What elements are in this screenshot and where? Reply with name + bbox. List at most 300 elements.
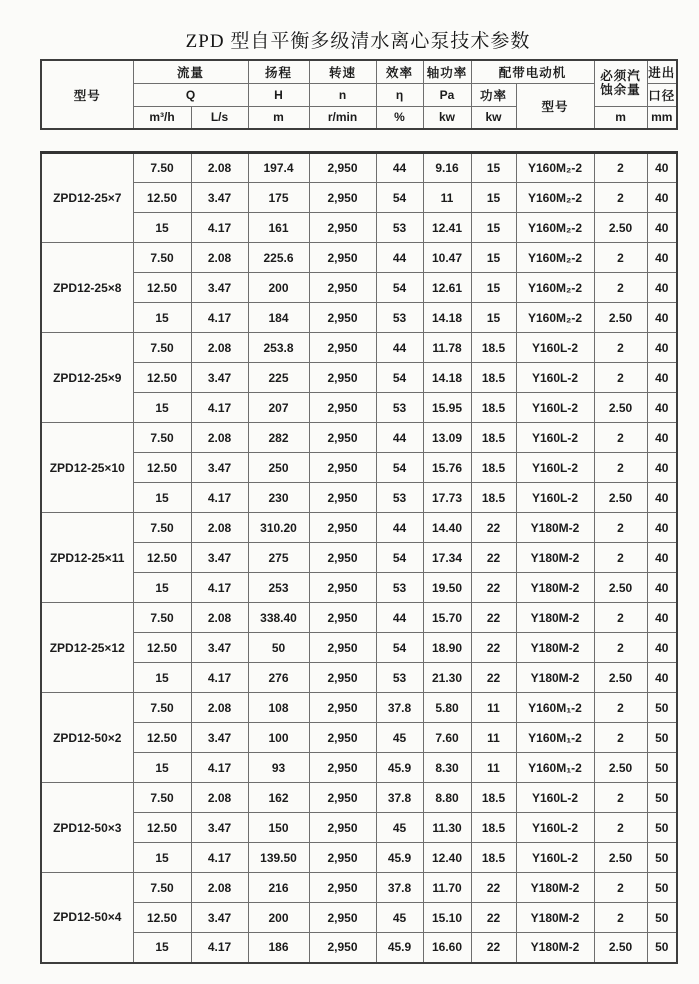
data-cell: 7.50 xyxy=(133,513,191,543)
data-cell: 40 xyxy=(647,513,677,543)
data-cell: Y160M₂-2 xyxy=(516,153,594,183)
data-cell: 18.5 xyxy=(471,333,516,363)
header-cell-model: 型号 xyxy=(41,60,133,129)
data-cell: 45 xyxy=(376,813,423,843)
data-cell: 2,950 xyxy=(309,813,376,843)
data-cell: 14.40 xyxy=(423,513,471,543)
header-unit-head: m xyxy=(248,106,309,129)
data-cell: 7.50 xyxy=(133,243,191,273)
data-cell: 16.60 xyxy=(423,933,471,963)
header-unit-eff: % xyxy=(376,106,423,129)
data-cell: 22 xyxy=(471,573,516,603)
data-cell: 40 xyxy=(647,303,677,333)
data-cell: 2 xyxy=(594,693,647,723)
data-cell: 15.95 xyxy=(423,393,471,423)
data-cell: 54 xyxy=(376,183,423,213)
page-title: ZPD 型自平衡多级清水离心泵技术参数 xyxy=(185,31,531,52)
data-cell: 44 xyxy=(376,513,423,543)
data-cell: 11 xyxy=(471,693,516,723)
data-cell: 8.80 xyxy=(423,783,471,813)
data-cell: 44 xyxy=(376,243,423,273)
data-cell: 3.47 xyxy=(191,273,248,303)
data-cell: 22 xyxy=(471,603,516,633)
header-cell-motor-power: 功率 xyxy=(471,83,516,106)
data-cell: 2.50 xyxy=(594,213,647,243)
data-cell: 225 xyxy=(248,363,309,393)
header-unit-ls: L/s xyxy=(191,106,248,129)
data-cell: 50 xyxy=(647,843,677,873)
table-row xyxy=(41,603,677,633)
data-cell: 2 xyxy=(594,543,647,573)
data-cell: 2,950 xyxy=(309,483,376,513)
data-cell: 216 xyxy=(248,873,309,903)
data-cell: 12.50 xyxy=(133,183,191,213)
data-cell: 4.17 xyxy=(191,933,248,963)
header-cell-eta: η xyxy=(376,83,423,106)
data-cell: 22 xyxy=(471,933,516,963)
pump-model-cell: ZPD12-25×10 xyxy=(41,423,133,513)
data-cell: 207 xyxy=(248,393,309,423)
data-cell: 11 xyxy=(471,753,516,783)
data-cell: 2.50 xyxy=(594,303,647,333)
data-cell: 53 xyxy=(376,483,423,513)
pump-model-cell: ZPD12-50×4 xyxy=(41,873,133,963)
data-cell: Y180M-2 xyxy=(516,633,594,663)
data-cell: 54 xyxy=(376,273,423,303)
data-cell: 3.47 xyxy=(191,723,248,753)
pump-model-cell: ZPD12-25×9 xyxy=(41,333,133,423)
header-cell-npsh xyxy=(594,60,647,106)
data-cell: 12.50 xyxy=(133,903,191,933)
table-row xyxy=(41,663,677,693)
data-cell: 40 xyxy=(647,423,677,453)
data-cell: 50 xyxy=(248,633,309,663)
data-cell: 276 xyxy=(248,663,309,693)
data-cell: 2,950 xyxy=(309,363,376,393)
data-cell: 15 xyxy=(133,933,191,963)
data-cell: 15 xyxy=(471,153,516,183)
data-cell: 275 xyxy=(248,543,309,573)
table-row xyxy=(41,333,677,363)
data-cell: 18.5 xyxy=(471,813,516,843)
data-cell: 18.5 xyxy=(471,423,516,453)
data-cell: 50 xyxy=(647,873,677,903)
data-cell: 7.50 xyxy=(133,783,191,813)
table-row xyxy=(41,783,677,813)
table-row xyxy=(41,423,677,453)
data-cell: 2.50 xyxy=(594,753,647,783)
data-cell: 37.8 xyxy=(376,873,423,903)
data-cell: 50 xyxy=(647,903,677,933)
data-cell: 4.17 xyxy=(191,753,248,783)
data-cell: 2,950 xyxy=(309,333,376,363)
data-cell: 2,950 xyxy=(309,423,376,453)
data-cell: 2.08 xyxy=(191,783,248,813)
data-cell: 7.50 xyxy=(133,423,191,453)
data-cell: 22 xyxy=(471,633,516,663)
data-cell: Y160M₂-2 xyxy=(516,273,594,303)
table-row xyxy=(41,513,677,543)
data-cell: 2,950 xyxy=(309,753,376,783)
header-cell-dia-line1: 进出 xyxy=(647,60,677,83)
data-cell: 12.41 xyxy=(423,213,471,243)
header-cell-q: Q xyxy=(133,83,248,106)
data-cell: 3.47 xyxy=(191,183,248,213)
header-row-1 xyxy=(41,60,677,83)
data-cell: 2,950 xyxy=(309,393,376,423)
data-cell: 15 xyxy=(471,183,516,213)
data-cell: 2 xyxy=(594,243,647,273)
pump-model-cell: ZPD12-25×12 xyxy=(41,603,133,693)
data-cell: 253.8 xyxy=(248,333,309,363)
data-cell: 50 xyxy=(647,723,677,753)
data-cell: 2,950 xyxy=(309,153,376,183)
data-cell: 2.08 xyxy=(191,423,248,453)
data-cell: 2,950 xyxy=(309,213,376,243)
data-cell: 12.50 xyxy=(133,543,191,573)
data-cell: 2 xyxy=(594,633,647,663)
data-cell: Y160M₂-2 xyxy=(516,183,594,213)
data-cell: 18.5 xyxy=(471,783,516,813)
data-cell: 175 xyxy=(248,183,309,213)
data-cell: 200 xyxy=(248,273,309,303)
data-cell: 22 xyxy=(471,903,516,933)
data-cell: 2,950 xyxy=(309,573,376,603)
table-row xyxy=(41,153,677,183)
data-cell: Y160M₁-2 xyxy=(516,693,594,723)
data-cell: 7.50 xyxy=(133,603,191,633)
data-cell: 14.18 xyxy=(423,303,471,333)
data-cell: 8.30 xyxy=(423,753,471,783)
header-unit-dia: mm xyxy=(647,106,677,129)
data-cell: 53 xyxy=(376,663,423,693)
table-row xyxy=(41,633,677,663)
data-cell: Y160M₁-2 xyxy=(516,753,594,783)
data-cell: 18.5 xyxy=(471,453,516,483)
data-cell: 2 xyxy=(594,813,647,843)
data-cell: 40 xyxy=(647,543,677,573)
pump-model-cell: ZPD12-25×11 xyxy=(41,513,133,603)
data-cell: Y160L-2 xyxy=(516,423,594,453)
data-cell: 15.70 xyxy=(423,603,471,633)
data-cell: 11.30 xyxy=(423,813,471,843)
data-cell: 37.8 xyxy=(376,693,423,723)
spec-data-table xyxy=(40,151,678,964)
data-cell: Y160L-2 xyxy=(516,453,594,483)
data-cell: 11 xyxy=(471,723,516,753)
data-cell: Y160L-2 xyxy=(516,483,594,513)
data-cell: 40 xyxy=(647,633,677,663)
data-cell: 2,950 xyxy=(309,903,376,933)
data-cell: 10.47 xyxy=(423,243,471,273)
header-cell-motor: 配带电动机 xyxy=(471,60,594,83)
data-cell: 15 xyxy=(133,753,191,783)
data-cell: Y160M₁-2 xyxy=(516,723,594,753)
pump-model-cell: ZPD12-50×2 xyxy=(41,693,133,783)
pump-model-cell: ZPD12-25×8 xyxy=(41,243,133,333)
data-cell: 2.08 xyxy=(191,603,248,633)
data-cell: 15 xyxy=(133,393,191,423)
data-cell: 197.4 xyxy=(248,153,309,183)
data-cell: 54 xyxy=(376,453,423,483)
data-cell: Y180M-2 xyxy=(516,603,594,633)
data-cell: 44 xyxy=(376,603,423,633)
table-row xyxy=(41,483,677,513)
header-cell-dia-line2: 口径 xyxy=(647,83,677,106)
data-cell: 40 xyxy=(647,363,677,393)
data-cell: 12.50 xyxy=(133,723,191,753)
data-cell: 22 xyxy=(471,873,516,903)
data-cell: 2,950 xyxy=(309,543,376,573)
data-cell: 37.8 xyxy=(376,783,423,813)
data-cell: Y160L-2 xyxy=(516,393,594,423)
data-cell: 3.47 xyxy=(191,543,248,573)
data-cell: 53 xyxy=(376,213,423,243)
data-cell: 15.10 xyxy=(423,903,471,933)
table-row xyxy=(41,933,677,963)
data-cell: 12.50 xyxy=(133,813,191,843)
data-cell: 2,950 xyxy=(309,873,376,903)
table-row xyxy=(41,393,677,423)
data-cell: 13.09 xyxy=(423,423,471,453)
header-cell-shaft-power: 轴功率 xyxy=(423,60,471,83)
data-cell: 2,950 xyxy=(309,273,376,303)
data-cell: 54 xyxy=(376,633,423,663)
data-cell: 3.47 xyxy=(191,633,248,663)
data-cell: 17.34 xyxy=(423,543,471,573)
data-cell: 2 xyxy=(594,333,647,363)
data-cell: 7.60 xyxy=(423,723,471,753)
data-cell: 40 xyxy=(647,483,677,513)
data-cell: 11.70 xyxy=(423,873,471,903)
table-row xyxy=(41,183,677,213)
data-cell: 50 xyxy=(647,783,677,813)
data-cell: 15 xyxy=(133,303,191,333)
data-cell: 4.17 xyxy=(191,663,248,693)
data-cell: Y160L-2 xyxy=(516,813,594,843)
data-cell: 2.50 xyxy=(594,663,647,693)
header-unit-shaft-power: kw xyxy=(423,106,471,129)
data-cell: 12.50 xyxy=(133,273,191,303)
data-cell: 40 xyxy=(647,243,677,273)
data-cell: 310.20 xyxy=(248,513,309,543)
data-cell: 150 xyxy=(248,813,309,843)
data-cell: 15 xyxy=(471,243,516,273)
data-cell: 12.61 xyxy=(423,273,471,303)
table-row xyxy=(41,693,677,723)
data-cell: 12.50 xyxy=(133,363,191,393)
data-cell: 186 xyxy=(248,933,309,963)
data-cell: 22 xyxy=(471,543,516,573)
data-cell: 14.18 xyxy=(423,363,471,393)
data-cell: Y180M-2 xyxy=(516,573,594,603)
data-cell: Y160M₂-2 xyxy=(516,303,594,333)
data-cell: 2.08 xyxy=(191,693,248,723)
data-cell: 12.50 xyxy=(133,633,191,663)
table-row xyxy=(41,903,677,933)
data-cell: 15.76 xyxy=(423,453,471,483)
data-cell: 2,950 xyxy=(309,603,376,633)
data-cell: 2.08 xyxy=(191,513,248,543)
data-cell: 2,950 xyxy=(309,453,376,483)
data-cell: 2.08 xyxy=(191,153,248,183)
data-cell: Y180M-2 xyxy=(516,543,594,573)
data-cell: 2,950 xyxy=(309,663,376,693)
data-cell: 21.30 xyxy=(423,663,471,693)
header-cell-pa: Pa xyxy=(423,83,471,106)
data-cell: 45.9 xyxy=(376,753,423,783)
data-cell: 250 xyxy=(248,453,309,483)
data-cell: 2,950 xyxy=(309,933,376,963)
data-cell: 200 xyxy=(248,903,309,933)
npsh-label-line2: 蚀余量 xyxy=(600,83,641,98)
data-cell: Y160L-2 xyxy=(516,783,594,813)
data-cell: 2,950 xyxy=(309,513,376,543)
data-cell: 2.50 xyxy=(594,393,647,423)
header-unit-speed: r/min xyxy=(309,106,376,129)
data-cell: 162 xyxy=(248,783,309,813)
data-cell: 2 xyxy=(594,603,647,633)
data-cell: 40 xyxy=(647,213,677,243)
data-cell: 2,950 xyxy=(309,723,376,753)
header-cell-speed: 转速 xyxy=(309,60,376,83)
data-cell: 54 xyxy=(376,543,423,573)
data-cell: 3.47 xyxy=(191,363,248,393)
data-cell: 40 xyxy=(647,153,677,183)
data-cell: 54 xyxy=(376,363,423,393)
table-row xyxy=(41,273,677,303)
table-row xyxy=(41,723,677,753)
header-cell-head: 扬程 xyxy=(248,60,309,83)
data-cell: 2,950 xyxy=(309,243,376,273)
data-cell: 2 xyxy=(594,363,647,393)
data-cell: 18.5 xyxy=(471,483,516,513)
data-cell: 2 xyxy=(594,453,647,483)
table-row xyxy=(41,873,677,903)
table-row xyxy=(41,573,677,603)
table-row xyxy=(41,843,677,873)
data-cell: 4.17 xyxy=(191,393,248,423)
data-cell: 45.9 xyxy=(376,933,423,963)
data-cell: 2 xyxy=(594,153,647,183)
data-cell: 3.47 xyxy=(191,903,248,933)
data-cell: 53 xyxy=(376,573,423,603)
data-cell: 50 xyxy=(647,813,677,843)
data-cell: Y180M-2 xyxy=(516,933,594,963)
data-cell: 44 xyxy=(376,423,423,453)
data-cell: 11.78 xyxy=(423,333,471,363)
data-cell: 7.50 xyxy=(133,153,191,183)
data-cell: 2 xyxy=(594,723,647,753)
data-cell: 12.40 xyxy=(423,843,471,873)
data-cell: 15 xyxy=(133,573,191,603)
data-cell: 4.17 xyxy=(191,303,248,333)
data-cell: 4.17 xyxy=(191,573,248,603)
data-cell: 19.50 xyxy=(423,573,471,603)
data-cell: 7.50 xyxy=(133,873,191,903)
header-unit-npsh: m xyxy=(594,106,647,129)
header-cell-h: H xyxy=(248,83,309,106)
data-cell: 15 xyxy=(133,213,191,243)
data-cell: 2,950 xyxy=(309,693,376,723)
data-cell: 45 xyxy=(376,723,423,753)
data-cell: 12.50 xyxy=(133,453,191,483)
data-cell: 22 xyxy=(471,513,516,543)
header-cell-flow: 流量 xyxy=(133,60,248,83)
data-cell: Y160M₂-2 xyxy=(516,243,594,273)
data-cell: 100 xyxy=(248,723,309,753)
data-cell: 50 xyxy=(647,753,677,783)
data-cell: 53 xyxy=(376,393,423,423)
data-cell: 2,950 xyxy=(309,843,376,873)
data-cell: 2.50 xyxy=(594,933,647,963)
data-cell: 161 xyxy=(248,213,309,243)
data-cell: 15 xyxy=(133,483,191,513)
data-cell: 2 xyxy=(594,873,647,903)
data-cell: 18.5 xyxy=(471,363,516,393)
data-cell: 9.16 xyxy=(423,153,471,183)
data-cell: Y180M-2 xyxy=(516,873,594,903)
data-cell: 2 xyxy=(594,273,647,303)
data-cell: 2 xyxy=(594,513,647,543)
data-cell: 40 xyxy=(647,273,677,303)
data-cell: 184 xyxy=(248,303,309,333)
data-cell: 4.17 xyxy=(191,213,248,243)
header-cell-motor-model: 型号 xyxy=(516,83,594,129)
data-cell: 40 xyxy=(647,333,677,363)
data-cell: 3.47 xyxy=(191,813,248,843)
npsh-label-line1: 必须汽 xyxy=(600,69,641,84)
data-cell: 15 xyxy=(133,663,191,693)
table-row xyxy=(41,813,677,843)
data-cell: 44 xyxy=(376,153,423,183)
data-cell: 2,950 xyxy=(309,783,376,813)
table-row xyxy=(41,363,677,393)
data-cell: Y160L-2 xyxy=(516,333,594,363)
data-cell: 2 xyxy=(594,783,647,813)
data-cell: 225.6 xyxy=(248,243,309,273)
table-row xyxy=(41,303,677,333)
data-cell: 11 xyxy=(423,183,471,213)
data-cell: 15 xyxy=(133,843,191,873)
data-cell: 282 xyxy=(248,423,309,453)
data-cell: Y180M-2 xyxy=(516,903,594,933)
data-cell: 40 xyxy=(647,573,677,603)
header-row-2 xyxy=(41,83,677,106)
data-cell: 108 xyxy=(248,693,309,723)
data-cell: 2.50 xyxy=(594,843,647,873)
data-cell: 2.08 xyxy=(191,333,248,363)
data-cell: 2 xyxy=(594,903,647,933)
data-cell: 4.17 xyxy=(191,483,248,513)
data-cell: Y180M-2 xyxy=(516,663,594,693)
data-cell: 40 xyxy=(647,183,677,213)
data-cell: 15 xyxy=(471,303,516,333)
data-cell: 139.50 xyxy=(248,843,309,873)
data-table-body xyxy=(41,153,677,963)
data-cell: 7.50 xyxy=(133,333,191,363)
data-cell: 50 xyxy=(647,693,677,723)
data-cell: 17.73 xyxy=(423,483,471,513)
spec-header-table xyxy=(40,59,678,130)
table-row xyxy=(41,213,677,243)
data-cell: Y160M₂-2 xyxy=(516,213,594,243)
data-cell: 50 xyxy=(647,933,677,963)
data-cell: 3.47 xyxy=(191,453,248,483)
data-cell: 53 xyxy=(376,303,423,333)
header-unit-m3h: m³/h xyxy=(133,106,191,129)
data-cell: 230 xyxy=(248,483,309,513)
